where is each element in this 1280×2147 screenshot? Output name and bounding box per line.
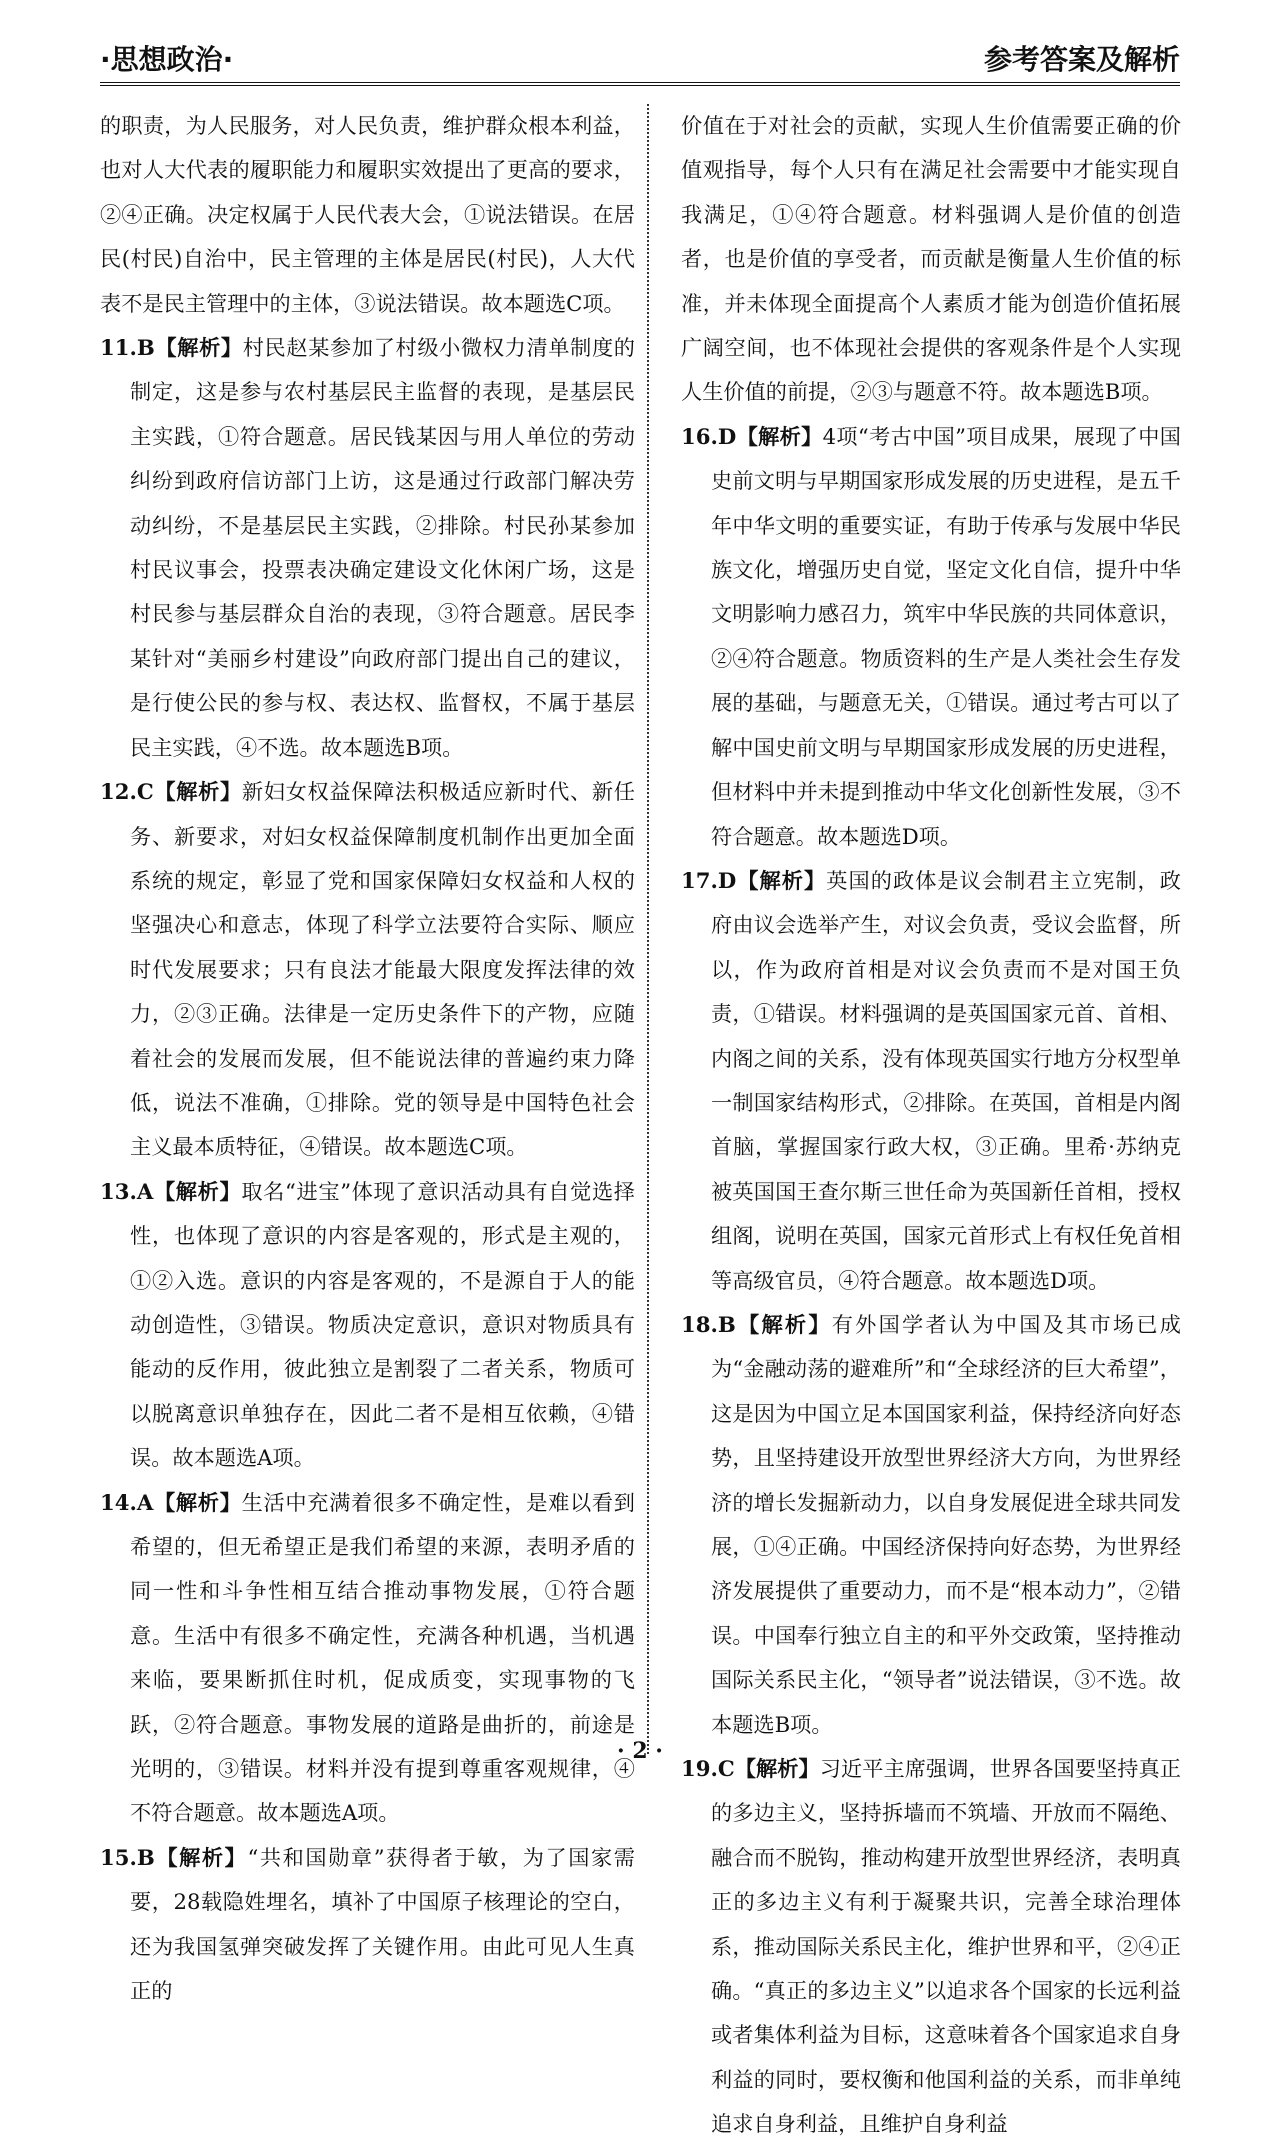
analysis-tag: 【解析】 [736, 423, 823, 449]
answer-number: 11.B [100, 335, 155, 361]
answer-text: 4项“考古中国”项目成果，展现了中国史前文明与早期国家形成发展的历史进程，是五千年中华文明的重要实证，有助于传承与发展中华民族文化，增强历史自觉，坚定文化自信，提升中华文明影响力感召力，筑牢中华民族的共同体意识，②④符合题意。物质资料的生产是人类社会生存发展的基础，与题意无关，①错误。通过考古可以了解中国史前文明与早期国家形成发展的历史进程，但材料中并未提到推动中华文化创新性发展，③不符合题意。故本题选D项。 [711, 423, 1181, 849]
column-divider [647, 104, 649, 1754]
analysis-tag: 【解析】 [153, 1178, 242, 1204]
answer-number: 14.A [100, 1489, 154, 1515]
answer-number: 18.B [681, 1311, 736, 1337]
answer-text: 取名“进宝”体现了意识活动具有自觉选择性，也体现了意识的内容是客观的，形式是主观的，①②入选。意识的内容是客观的，不是源自于人的能动创造性，③错误。物质决定意识，意识对物质具有能动的反作用，彼此独立是割裂了二者关系，物质可以脱离意识单独存在，因此二者不是相互依赖，④错误。故本题选A项。 [130, 1178, 635, 1471]
analysis-tag: 【解析】 [153, 779, 242, 805]
answer-number: 12.C [100, 779, 154, 805]
answer-number: 16.D [681, 423, 737, 449]
analysis-tag: 【解析】 [154, 1844, 248, 1870]
answer-item-13 [100, 1170, 635, 1481]
section-title: 参考答案及解析 [983, 43, 1180, 76]
analysis-tag: 【解析】 [735, 1311, 832, 1337]
analysis-tag: 【解析】 [734, 1756, 820, 1782]
answer-number: 19.C [681, 1756, 735, 1782]
answer-number: 17.D [681, 867, 737, 893]
analysis-tag: 【解析】 [153, 1489, 242, 1515]
answer-text: 生活中充满着很多不确定性，是难以看到希望的，但无希望正是我们希望的来源，表明矛盾的同一性和斗争性相互结合推动事物发展，①符合题意。生活中有很多不确定性，充满各种机遇，当机遇来临，要果断抓住时机，促成质变，实现事物的飞跃，②符合题意。事物发展的道路是曲折的，前途是光明的，③错误。材料并没有提到尊重客观规律，④不符合题意。故本题选A项。 [130, 1489, 635, 1826]
analysis-tag: 【解析】 [736, 867, 827, 893]
answer-number: 13.A [100, 1178, 154, 1204]
answer-item-17 [681, 859, 1181, 1303]
answer-text: 英国的政体是议会制君主立宪制，政府由议会选举产生，对议会负责，受议会监督，所以，作为政府首相是对议会负责而不是对国王负责，①错误。材料强调的是英国国家元首、首相、内阁之间的关系，没有体现英国实行地方分权型单一制国家结构形式，②排除。在英国，首相是内阁首脑，掌握国家行政大权，③正确。里希·苏纳克被英国国王查尔斯三世任命为英国新任首相，授权组阁，说明在英国，国家元首形式上有权任免首相等高级官员，④符合题意。故本题选D项。 [711, 867, 1181, 1293]
page-header [100, 20, 1180, 86]
answer-number: 15.B [100, 1844, 155, 1870]
left-column [100, 104, 635, 2013]
answer-item-16 [681, 415, 1181, 859]
right-column [681, 104, 1181, 2147]
answer-item-11 [100, 326, 635, 770]
answer-item-19 [681, 1747, 1181, 2147]
subject-title: ·思想政治· [100, 43, 234, 76]
answer-item-12 [100, 770, 635, 1170]
answer-text: 村民赵某参加了村级小微权力清单制度的制定，这是参与农村基层民主监督的表现，是基层民主实践，①符合题意。居民钱某因与用人单位的劳动纠纷到政府信访部门上访，这是通过行政部门解决劳动纠纷，不是基层民主实践，②排除。村民孙某参加村民议事会，投票表决确定建设文化休闲广场，这是村民参与基层群众自治的表现，③符合题意。居民李某针对“美丽乡村建设”向政府部门提出自己的建议，是行使公民的参与权、表达权、监督权，不属于基层民主实践，④不选。故本题选B项。 [130, 335, 635, 760]
analysis-tag: 【解析】 [154, 335, 243, 361]
answer-text: 新妇女权益保障法积极适应新时代、新任务、新要求，对妇女权益保障制度机制作出更加全面系统的规定，彰显了党和国家保障妇女权益和人权的坚强决心和意志，体现了科学立法要符合实际、顺应时代发展要求；只有良法才能最大限度发挥法律的效力，②③正确。法律是一定历史条件下的产物，应随着社会的发展而发展，但不能说法律的普遍约束力降低，说法不准确，①排除。党的领导是中国特色社会主义最本质特征，④错误。故本题选C项。 [130, 779, 635, 1160]
answer-item-18 [681, 1303, 1181, 1747]
continuation-text: 的职责，为人民服务，对人民负责，维护群众根本利益，也对人大代表的履职能力和履职实效提出了更高的要求，②④正确。决定权属于人民代表大会，①说法错误。在居民(村民)自治中，民主管理的主体是居民(村民)，人大代表不是民主管理中的主体，③说法错误。故本题选C项。 [100, 113, 635, 316]
answer-text: “共和国勋章”获得者于敏，为了国家需要，28载隐姓埋名，填补了中国原子核理论的空白，还为我国氢弹突破发挥了关键作用。由此可见人生真正的 [130, 1844, 635, 2004]
page-number: · 2 · [617, 1738, 663, 1764]
answer-item-15 [100, 1836, 635, 2014]
continuation-text: 价值在于对社会的贡献，实现人生价值需要正确的价值观指导，每个人只有在满足社会需要中才能实现自我满足，①④符合题意。材料强调人是价值的创造者，也是价值的享受者，而贡献是衡量人生价值的标准，并未体现全面提高个人素质才能为创造价值拓展广阔空间，也不体现社会提供的客观条件是个人实现人生价值的前提，②③与题意不符。故本题选B项。 [681, 113, 1181, 405]
answer-text: 有外国学者认为中国及其市场已成为“金融动荡的避难所”和“全球经济的巨大希望”，这是因为中国立足本国国家利益，保持经济向好态势，且坚持建设开放型世界经济大方向，为世界经济的增长发掘新动力，以自身发展促进全球共同发展，①④正确。中国经济保持向好态势，为世界经济发展提供了重要动力，而不是“根本动力”，②错误。中国奉行独立自主的和平外交政策，坚持推动国际关系民主化，“领导者”说法错误，③不选。故本题选B项。 [711, 1311, 1181, 1737]
answer-text: 习近平主席强调，世界各国要坚持真正的多边主义，坚持拆墙而不筑墙、开放而不隔绝、融合而不脱钩，推动构建开放型世界经济，表明真正的多边主义有利于凝聚共识，完善全球治理体系，推动国际关系民主化，维护世界和平，②④正确。“真正的多边主义”以追求各个国家的长远利益或者集体利益为目标，这意味着各个国家追求自身利益的同时，要权衡和他国利益的关系，而非单纯追求自身利益，且维护自身利益 [711, 1756, 1181, 2137]
